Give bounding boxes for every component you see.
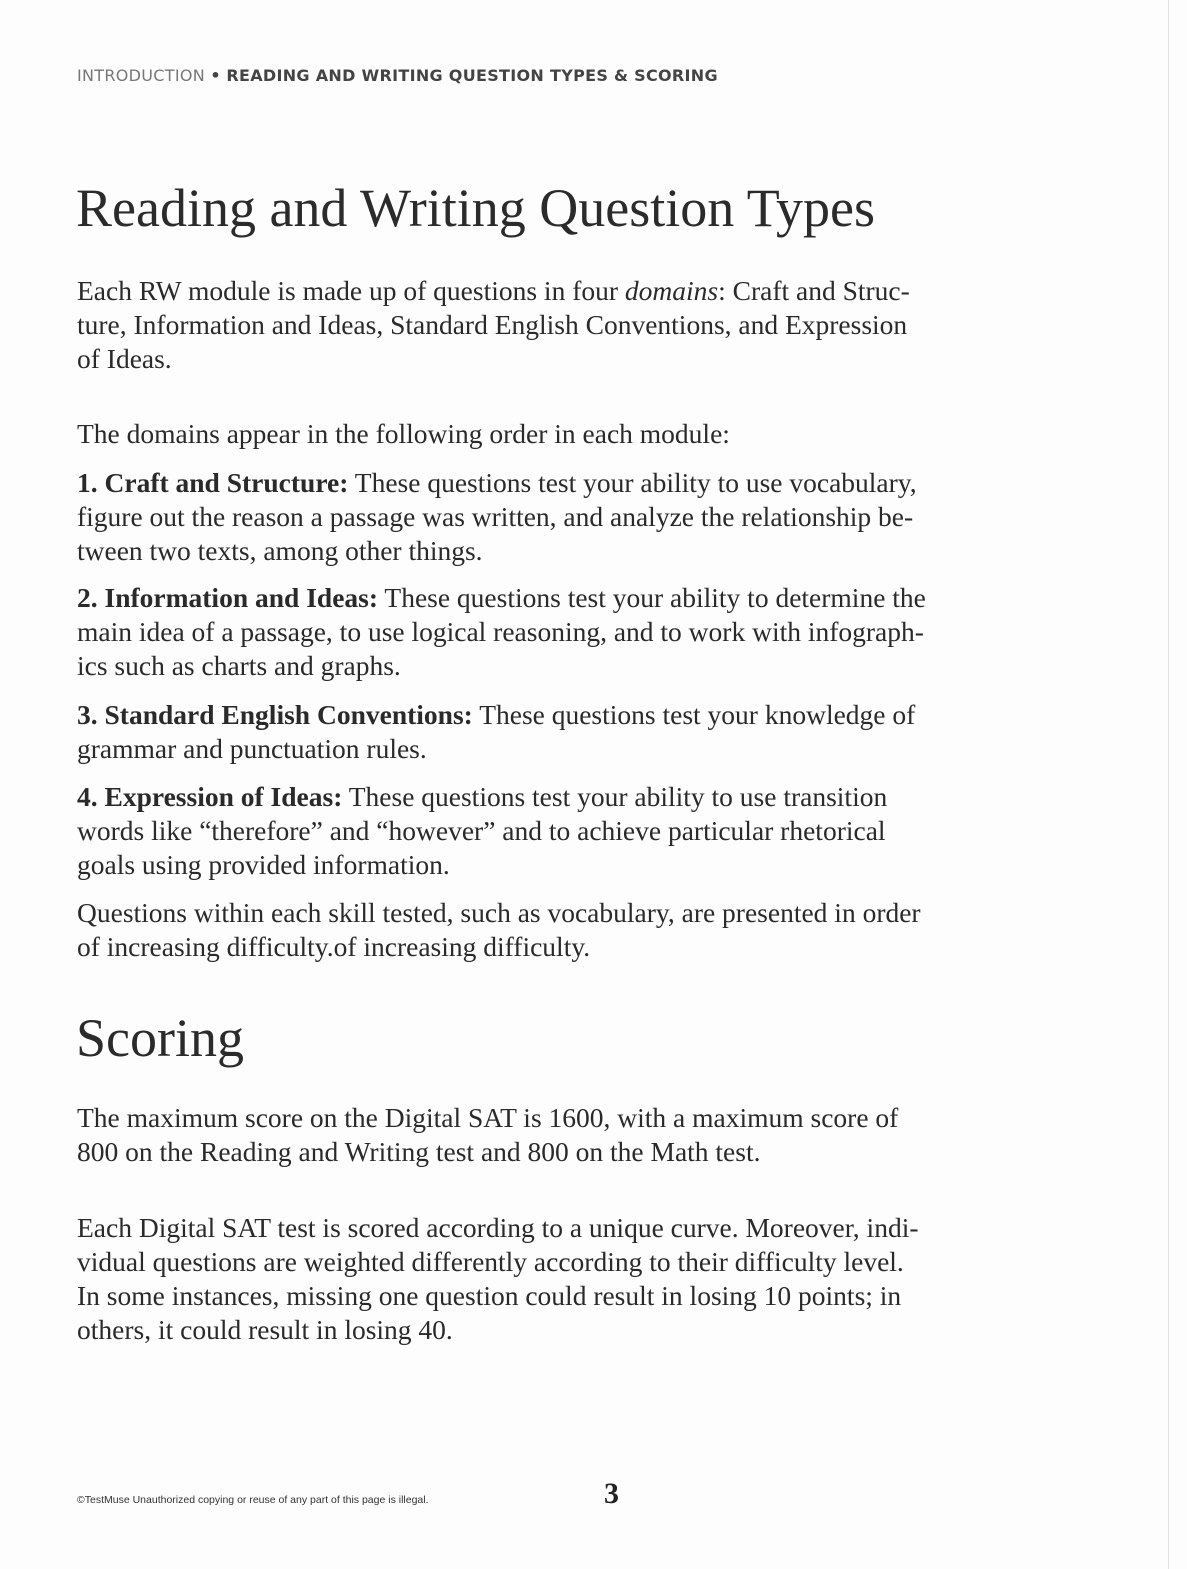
text-line: 800 on the Reading and Writing test and 800 on the Math test. xyxy=(77,1136,761,1167)
domain-label: 3. Standard English Conventions: xyxy=(77,699,473,730)
domain-item-2 xyxy=(77,581,926,683)
scoring-paragraph-1 xyxy=(77,1101,898,1169)
order-intro: The domains appear in the following order in each module: xyxy=(77,418,730,449)
domain-item-3 xyxy=(77,698,915,766)
text: These questions test your ability to use vocabulary, xyxy=(348,467,917,498)
running-header xyxy=(77,66,718,85)
text-line: goals using provided information. xyxy=(77,849,450,880)
text-line: Each Digital SAT test is scored according to a unique curve. Moreover, indi- xyxy=(77,1212,919,1243)
text-line: ture, Information and Ideas, Standard English Conventions, and Expression xyxy=(77,309,908,340)
text-line: of Ideas. xyxy=(77,343,172,374)
copyright-notice: ©TestMuse Unauthorized copying or reuse of any part of this page is illegal. xyxy=(77,1494,429,1506)
scoring-paragraph-2 xyxy=(77,1211,919,1347)
heading-scoring: Scoring xyxy=(76,1008,244,1068)
text-line: vidual questions are weighted differently according to their difficulty level. xyxy=(77,1246,904,1277)
domain-label: 2. Information and Ideas: xyxy=(77,582,379,613)
text-line: figure out the reason a passage was written, and analyze the relationship be- xyxy=(77,501,914,532)
text: : Craft and Struc- xyxy=(718,275,910,306)
text-line: others, it could result in losing 40. xyxy=(77,1314,453,1345)
intro-paragraph xyxy=(77,274,910,376)
text-line: grammar and punctuation rules. xyxy=(77,733,427,764)
text-line: The maximum score on the Digital SAT is 1600, with a maximum score of xyxy=(77,1102,899,1133)
difficulty-note xyxy=(77,896,921,964)
text-line: words like “therefore” and “however” and to achieve particular rhetorical xyxy=(77,815,886,846)
text: These questions test your knowledge of xyxy=(472,699,916,730)
domain-label: 4. Expression of Ideas: xyxy=(77,781,343,812)
text: These questions test your ability to use transition xyxy=(342,781,888,812)
domain-item-4 xyxy=(77,780,887,882)
domain-item-1 xyxy=(77,466,917,568)
text: Each RW module is made up of questions in four xyxy=(77,275,625,306)
text-line: tween two texts, among other things. xyxy=(77,535,483,566)
header-section: INTRODUCTION xyxy=(77,66,206,85)
emphasis: domains xyxy=(624,275,719,306)
domain-label: 1. Craft and Structure: xyxy=(77,467,349,498)
page-edge xyxy=(1168,0,1169,1569)
text-line: main idea of a passage, to use logical reasoning, and to work with infograph- xyxy=(77,616,924,647)
text-line: of increasing difficulty.of increasing difficulty. xyxy=(77,931,591,962)
text: These questions test your ability to determine the xyxy=(378,582,926,613)
text-line: In some instances, missing one question could result in losing 10 points; in xyxy=(77,1280,902,1311)
text-line: Questions within each skill tested, such as vocabulary, are presented in order xyxy=(77,897,921,928)
header-separator: • xyxy=(210,66,221,85)
text-line: ics such as charts and graphs. xyxy=(77,650,401,681)
header-title: READING AND WRITING QUESTION TYPES & SCORING xyxy=(226,66,718,85)
page-number: 3 xyxy=(604,1477,619,1510)
heading-question-types: Reading and Writing Question Types xyxy=(76,178,875,238)
